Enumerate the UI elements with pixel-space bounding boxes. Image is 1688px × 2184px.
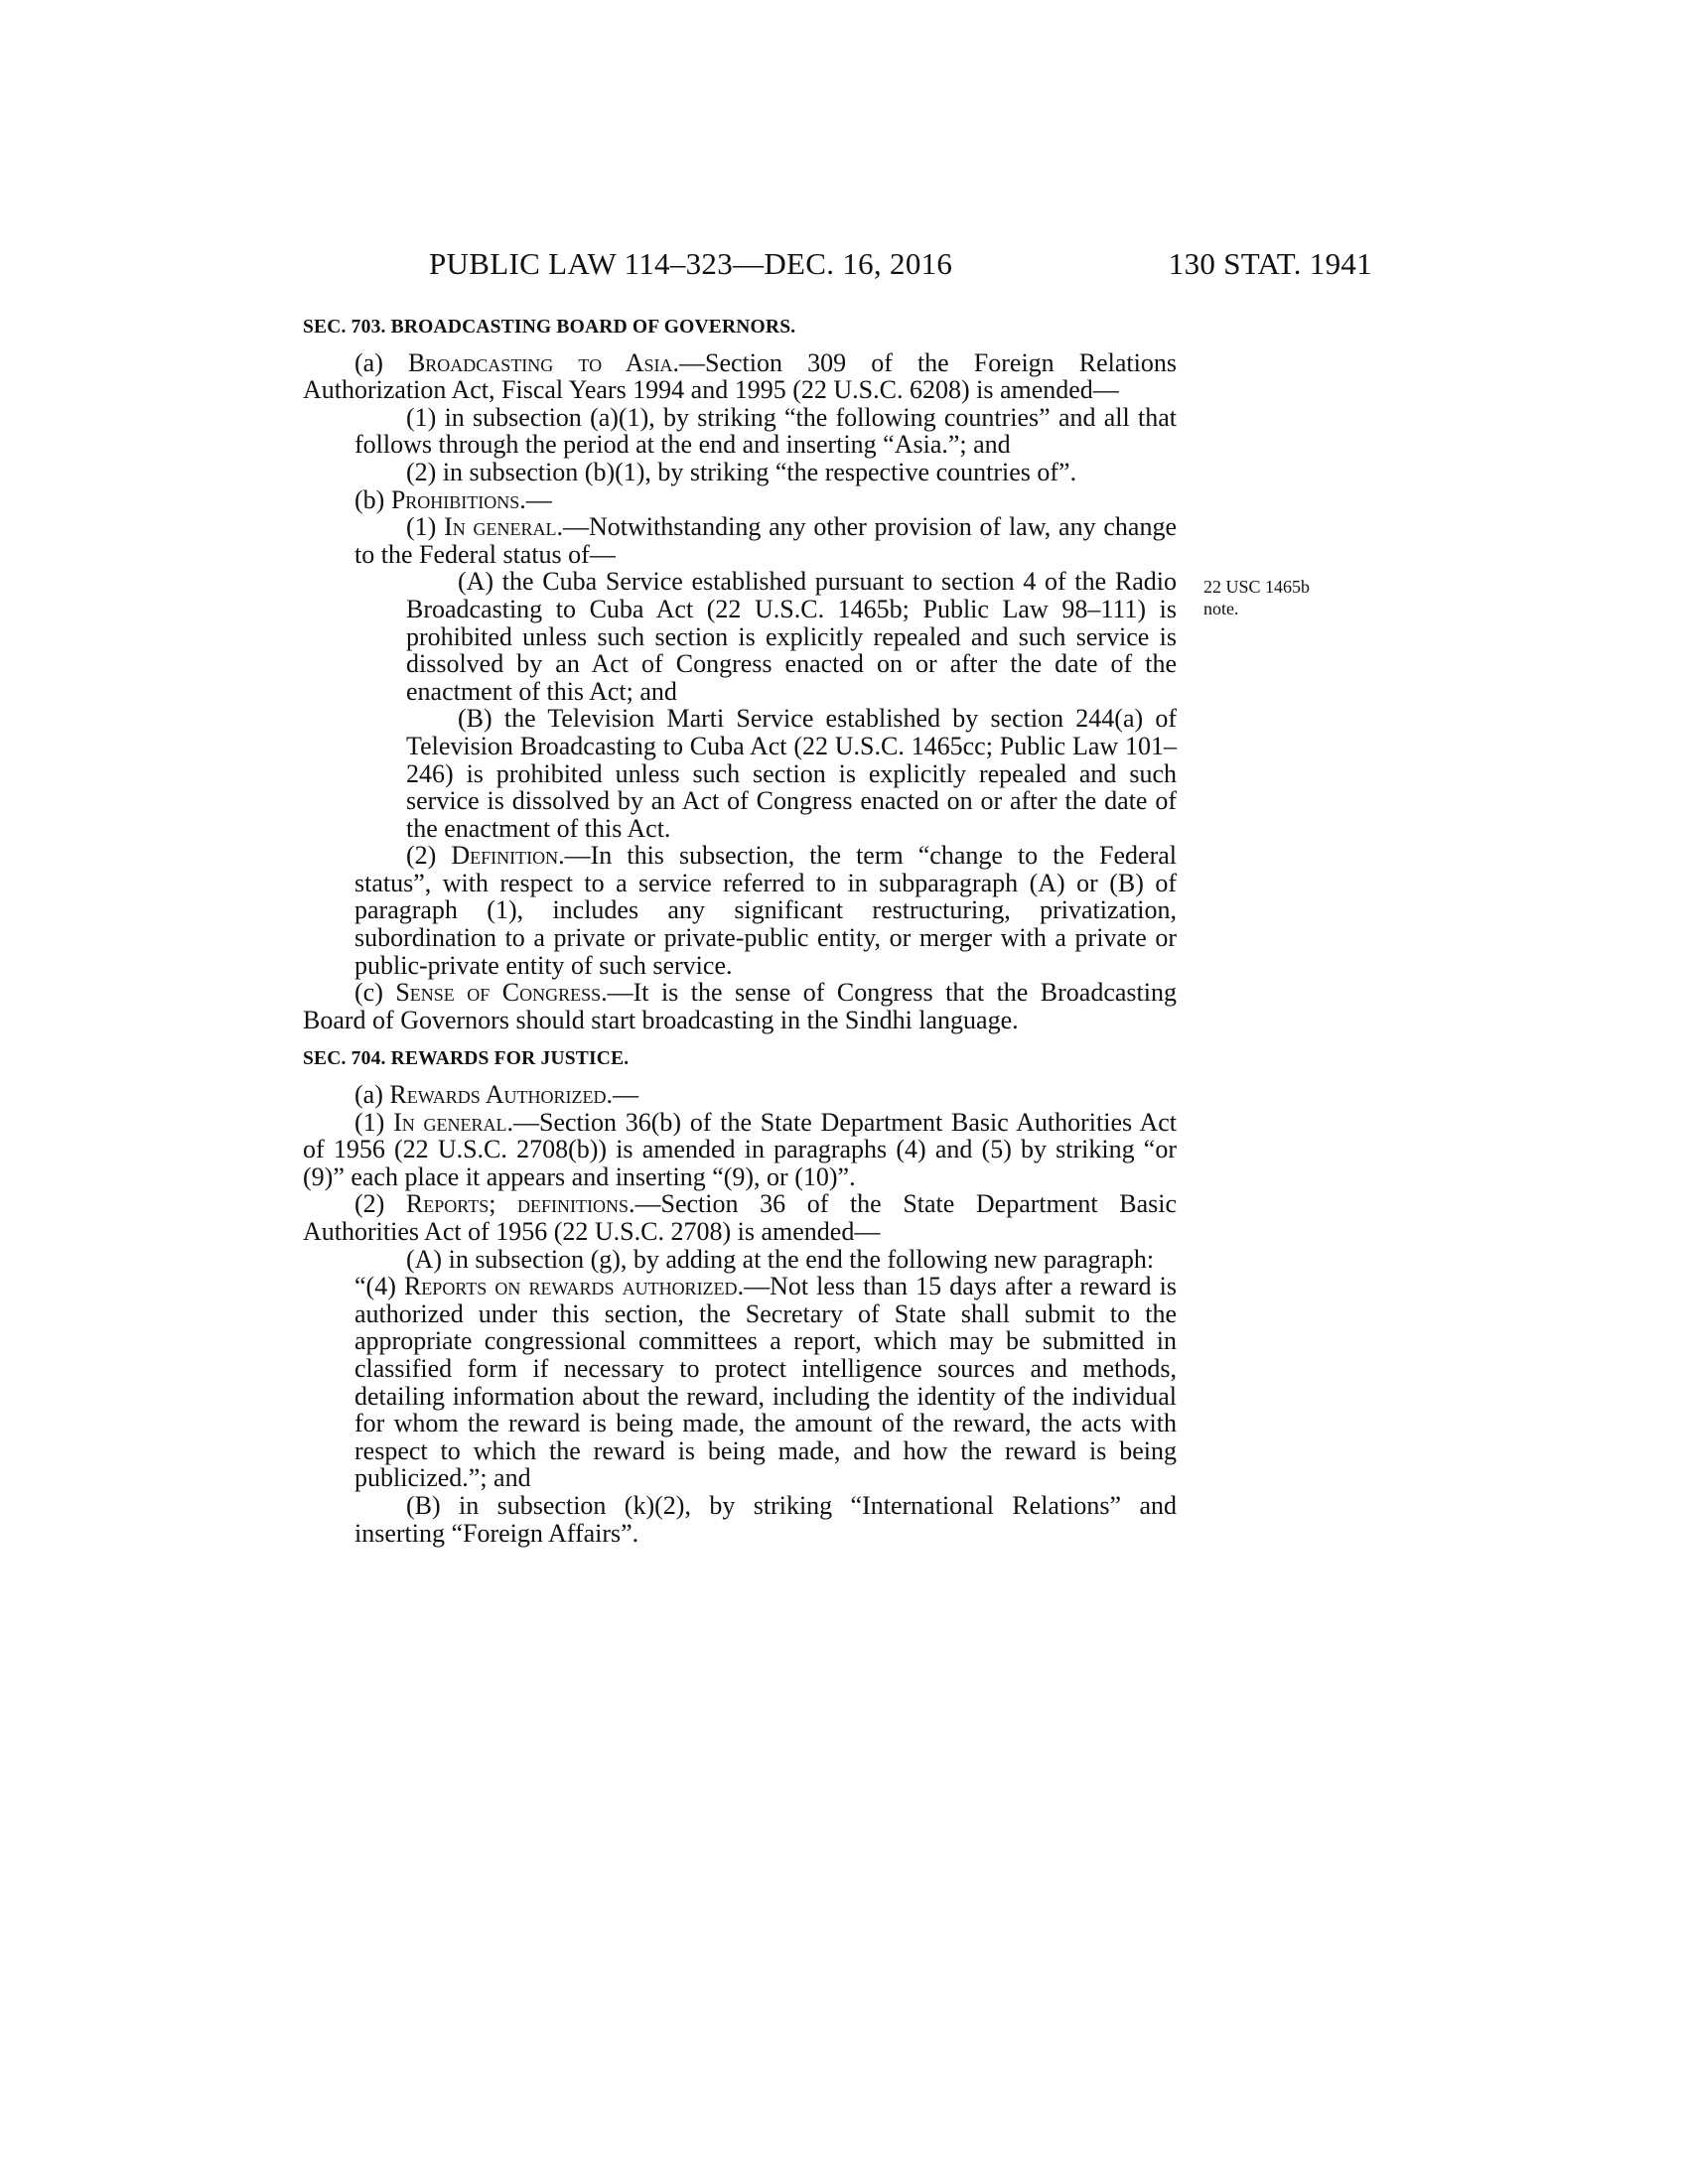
subparagraph: (B) the Television Marti Service established by section 244(a) of Television Broadcasting to Cuba Act (22 U.S.C. 1465cc; Public Law 101–246) is prohibited unless such section is explicitly repealed and such service is dissolved by an Act of Congress enacted on or after the date of the enactment of this Act. — [406, 704, 1177, 843]
subsection-title: Sense of Congress — [395, 978, 602, 1008]
paragraph-title: Reports; definitions — [405, 1189, 630, 1219]
subsection-title: Broadcasting to Asia — [407, 347, 673, 377]
section-heading: SEC. 704. REWARDS FOR JUSTICE. — [303, 1048, 630, 1070]
section-heading: SEC. 703. BROADCASTING BOARD OF GOVERNORS. — [303, 317, 796, 338]
subparagraph: (A) in subsection (g), by adding at the end the following new paragraph: — [406, 1244, 1155, 1274]
paragraph: (1) in subsection (a)(1), by striking “the following countries” and all that follows through the period at the end and inserting “Asia.”; and — [354, 402, 1177, 460]
paragraph: (1) In general.—Section 36(b) of the State Department Basic Authorities Act of 1956 (22 U.S.C. 2708(b)) is amended in paragraphs (4) and (5) by striking “or (9)” each place it appears and inserting “(9), or (10)”. — [303, 1107, 1177, 1191]
subsection-title: Prohibitions — [390, 484, 520, 514]
document-body — [303, 314, 1177, 1547]
subparagraph: (A) the Cuba Service established pursuant to section 4 of the Radio Broadcasting to Cuba Act (22 U.S.C. 1465b; Public Law 98–111) is prohibited unless such section is explicitly repealed and such service is dissolved by an Act of Congress enacted on or after the date of the enactment of this Act; and — [406, 567, 1177, 706]
subsection-c: (c) Sense of Congress.—It is the sense of Congress that the Broadcasting Board of Governors should start broadcasting in the Sindhi language. — [303, 978, 1177, 1034]
subsection-b: (b) Prohibitions.— — [354, 484, 552, 514]
page-number: 130 STAT. 1941 — [1168, 246, 1372, 281]
running-header-title: PUBLIC LAW 114–323—DEC. 16, 2016 — [429, 246, 953, 281]
paragraph: (2) Reports; definitions.—Section 36 of the State Department Basic Authorities Act of 1956 (22 U.S.C. 2708) is amended— — [303, 1189, 1177, 1246]
paragraph: (2) Definition.—In this subsection, the term “change to the Federal status”, with respect to a service referred to in subparagraph (A) or (B) of paragraph (1), includes any significant restructuring, privatization, subordination to a private or private-public entity, or merger with a private or public-private entity of such service. — [354, 841, 1177, 980]
quoted-paragraph: “(4) Reports on rewards authorized.—Not less than 15 days after a reward is authorized under this section, the Secretary of State shall submit to the appropriate congressional committees a report, which may be submitted in classified form if necessary to protect intelligence sources and methods, detailing information about the reward, including the identity of the individual for whom the reward is being made, the amount of the reward, the acts with respect to which the reward is being made, and how the reward is being publicized.”; and — [354, 1272, 1178, 1493]
paragraph: (2) in subsection (b)(1), by striking “the respective countries of”. — [406, 457, 1077, 486]
paragraph-title: In general — [393, 1107, 507, 1137]
paragraph: (1) In general.—Notwithstanding any other provision of law, any change to the Federal status of— — [354, 512, 1177, 569]
subsection-a: (a) Broadcasting to Asia.—Section 309 of the Foreign Relations Authorization Act, Fiscal Years 1994 and 1995 (22 U.S.C. 6208) is amended— — [303, 347, 1177, 405]
margin-note-citation: 22 USC 1465b — [1203, 577, 1311, 597]
subsection-title: Rewards Authorized — [389, 1080, 607, 1110]
paragraph-title: Reports on rewards authorized — [403, 1272, 738, 1301]
margin-note — [1203, 576, 1372, 619]
subsection-a: (a) Rewards Authorized.— — [354, 1080, 639, 1110]
margin-note-label: note. — [1203, 599, 1239, 618]
paragraph-title: Definition — [451, 841, 559, 871]
subparagraph: (B) in subsection (k)(2), by striking “International Relations” and inserting “Foreign Affairs”. — [354, 1490, 1177, 1548]
paragraph-title: In general — [444, 512, 557, 542]
